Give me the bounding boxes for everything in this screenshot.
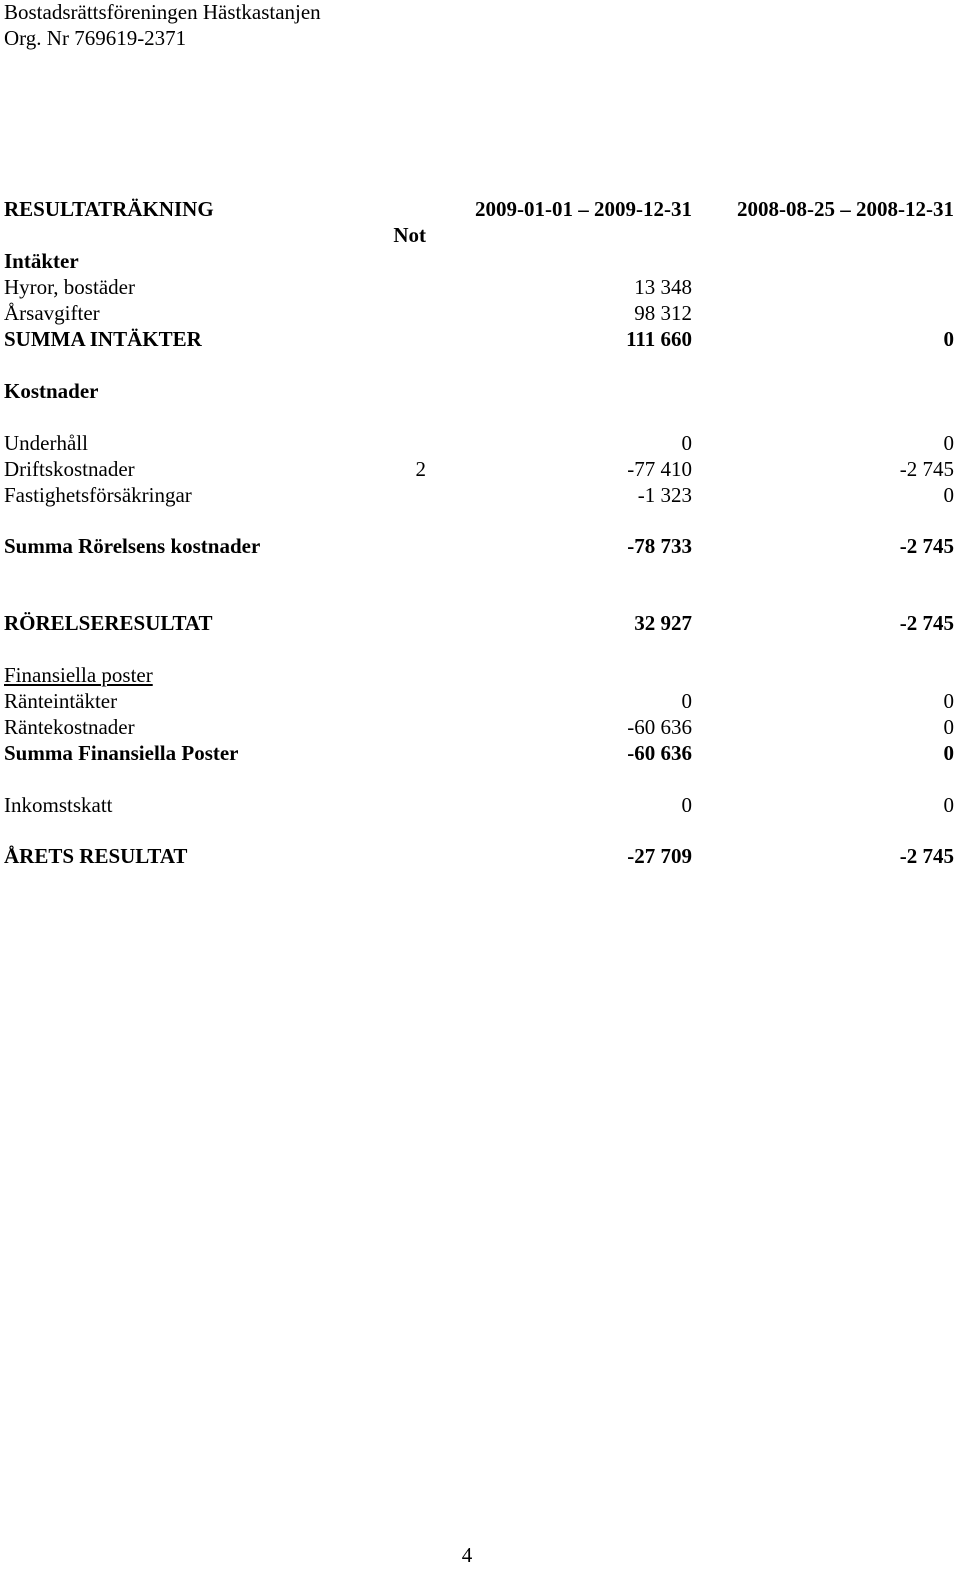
- row-label: ÅRETS RESULTAT: [4, 844, 188, 868]
- row-current: 32 927: [634, 611, 692, 635]
- row-current: -77 410: [627, 457, 692, 481]
- table-row: [0, 274, 960, 300]
- row-current: 111 660: [626, 327, 692, 351]
- row-current: -60 636: [627, 741, 692, 765]
- table-row: [0, 300, 960, 326]
- row-previous: 0: [943, 715, 954, 739]
- table-row: [0, 456, 960, 482]
- income-heading: Intäkter: [4, 249, 79, 273]
- operating-result-row: [0, 610, 960, 636]
- page-number: 4: [461, 1543, 473, 1567]
- org-number: Org. Nr 769619-2371: [4, 26, 187, 50]
- period-current: 2009-01-01 – 2009-12-31: [475, 197, 692, 221]
- period-previous: 2008-08-25 – 2008-12-31: [737, 197, 954, 221]
- row-current: 0: [681, 793, 692, 817]
- row-label: Summa Rörelsens kostnader: [4, 534, 261, 558]
- costs-heading-row: [0, 378, 960, 404]
- statement-title: RESULTATRÄKNING: [4, 197, 214, 221]
- row-current: -60 636: [627, 715, 692, 739]
- costs-total-row: [0, 533, 960, 559]
- row-previous: -2 745: [899, 611, 954, 635]
- table-row: [0, 482, 960, 508]
- row-current: -78 733: [627, 534, 692, 558]
- income-total-row: [0, 326, 960, 352]
- row-current: -27 709: [627, 844, 692, 868]
- financial-heading-row: [0, 662, 960, 688]
- row-current: 13 348: [634, 275, 692, 299]
- costs-heading: Kostnader: [4, 379, 99, 403]
- row-previous: 0: [943, 483, 954, 507]
- financial-total-row: [0, 740, 960, 766]
- row-label: Underhåll: [4, 431, 88, 455]
- statement-header-row: [0, 196, 960, 222]
- net-result-row: [0, 843, 960, 869]
- row-label: Hyror, bostäder: [4, 275, 135, 299]
- income-heading-row: [0, 248, 960, 274]
- row-label: RÖRELSERESULTAT: [4, 611, 213, 635]
- tax-row: [0, 792, 960, 818]
- row-label: Årsavgifter: [4, 301, 100, 325]
- association-name: Bostadsrättsföreningen Hästkastanjen: [4, 0, 321, 24]
- row-label: Räntekostnader: [4, 715, 135, 739]
- row-previous: 0: [943, 741, 954, 765]
- row-previous: -2 745: [899, 457, 954, 481]
- row-label: Fastighetsförsäkringar: [4, 483, 192, 507]
- note-column-header: Not: [393, 223, 426, 247]
- row-previous: -2 745: [899, 534, 954, 558]
- financial-heading: Finansiella poster: [4, 663, 153, 687]
- row-previous: -2 745: [899, 844, 954, 868]
- table-row: [0, 714, 960, 740]
- row-previous: 0: [943, 689, 954, 713]
- row-previous: 0: [943, 327, 954, 351]
- row-current: 0: [681, 431, 692, 455]
- row-label: Summa Finansiella Poster: [4, 741, 239, 765]
- row-current: 98 312: [634, 301, 692, 325]
- row-label: Driftskostnader: [4, 457, 135, 481]
- row-note: 2: [415, 457, 426, 481]
- note-header-row: [0, 222, 960, 248]
- row-current: 0: [681, 689, 692, 713]
- row-previous: 0: [943, 431, 954, 455]
- row-previous: 0: [943, 793, 954, 817]
- row-label: SUMMA INTÄKTER: [4, 327, 202, 351]
- row-current: -1 323: [637, 483, 692, 507]
- row-label: Ränteintäkter: [4, 689, 118, 713]
- row-label: Inkomstskatt: [4, 793, 113, 817]
- table-row: [0, 430, 960, 456]
- table-row: [0, 688, 960, 714]
